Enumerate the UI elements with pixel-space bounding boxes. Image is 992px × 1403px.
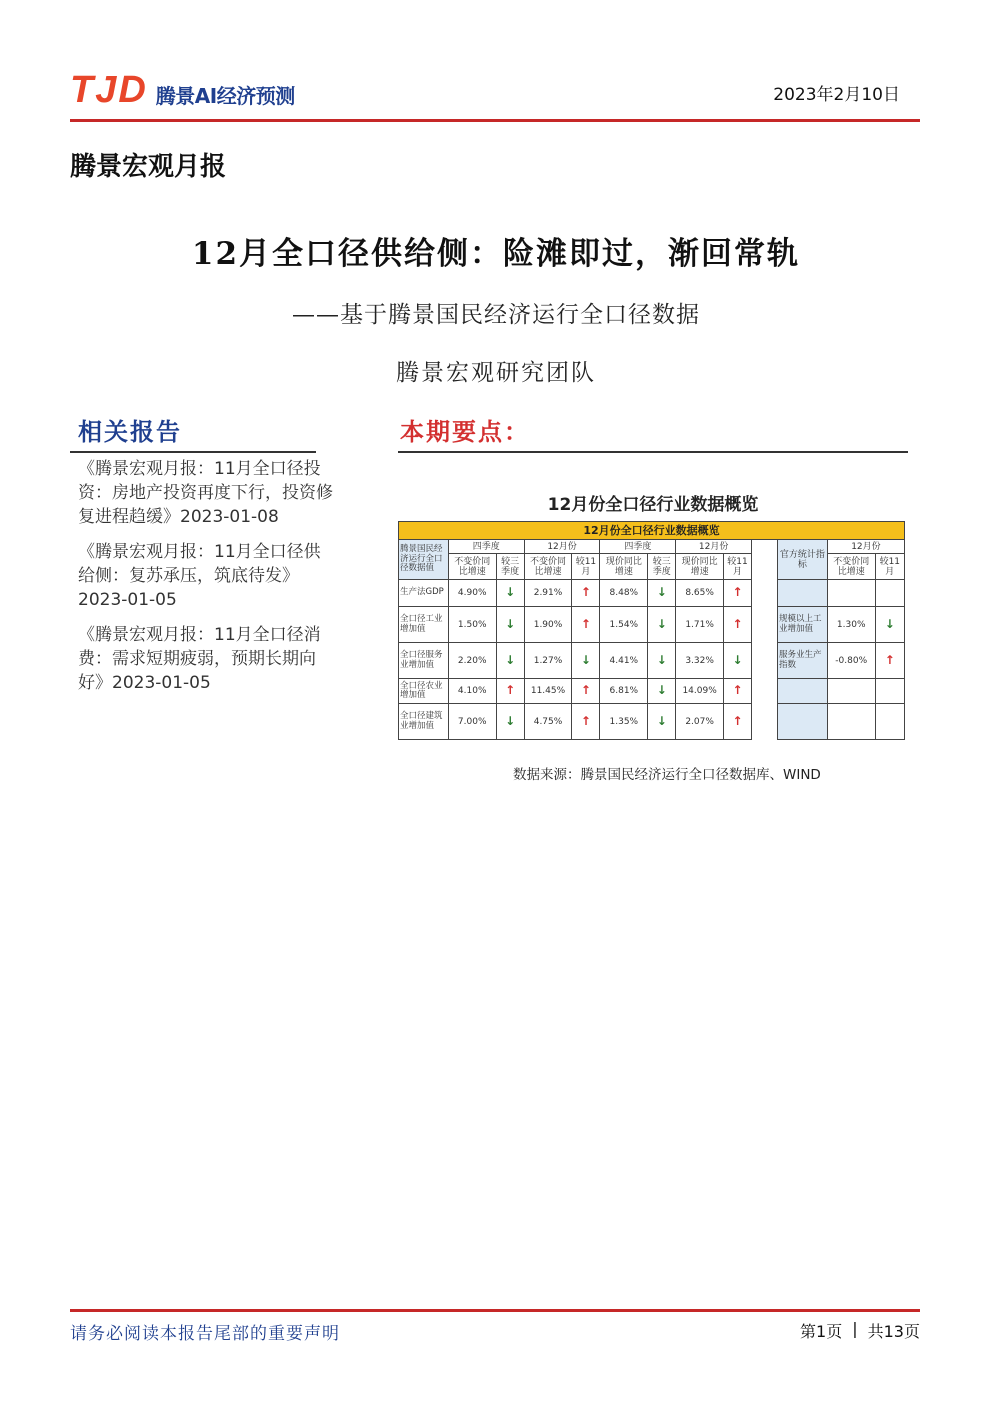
- official-empty-cell: [827, 704, 875, 740]
- arrow-down-icon: ↓: [505, 616, 516, 631]
- trend-arrow-icon: [724, 643, 752, 679]
- value-cell: 8.65%: [676, 580, 724, 607]
- key-points-divider: [398, 451, 908, 453]
- trend-arrow-icon: [496, 679, 524, 704]
- key-points-heading: 本期要点：: [400, 417, 530, 446]
- trend-arrow-icon: [572, 643, 600, 679]
- arrow-up-icon: ↑: [505, 683, 516, 697]
- trend-arrow-icon: [572, 704, 600, 740]
- report-author: 腾景宏观研究团队: [396, 360, 596, 386]
- group-header: 四季度: [448, 540, 524, 554]
- logo-text: 腾景AI经济预测: [155, 84, 295, 108]
- related-report-item[interactable]: 《腾景宏观月报：11月全口径消费：需求短期疲弱，预期长期向好》2023-01-05: [78, 625, 321, 693]
- report-subtitle: ——基于腾景国民经济运行全口径数据: [292, 302, 700, 328]
- trend-arrow-icon: [648, 607, 676, 643]
- table-caption: 12月份全口径行业数据概览: [547, 495, 759, 515]
- page-current: 第1页: [800, 1322, 843, 1341]
- trend-arrow-icon: [572, 607, 600, 643]
- official-empty-cell: [827, 580, 875, 607]
- sub-header: 不变价同比增速: [448, 554, 496, 580]
- arrow-up-icon: ↑: [580, 683, 591, 697]
- trend-arrow-icon: [572, 679, 600, 704]
- page-total: 共13页: [867, 1322, 920, 1341]
- official-empty-cell: [777, 704, 827, 740]
- group-header: 12月份: [524, 540, 600, 554]
- value-cell: 1.71%: [676, 607, 724, 643]
- arrow-down-icon: ↓: [656, 585, 667, 599]
- value-cell: 14.09%: [676, 679, 724, 704]
- page-separator: |: [852, 1319, 858, 1338]
- trend-arrow-icon: [724, 704, 752, 740]
- header-divider: [70, 119, 920, 122]
- trend-arrow-icon: [875, 607, 904, 643]
- sub-header: 不变价同比增速: [827, 554, 875, 580]
- trend-arrow-icon: [648, 704, 676, 740]
- arrow-up-icon: ↑: [732, 616, 743, 631]
- value-cell: 1.35%: [600, 704, 648, 740]
- trend-arrow-icon: [724, 607, 752, 643]
- table-gap: [752, 540, 778, 740]
- related-report-item[interactable]: 《腾景宏观月报：11月全口径投资：房地产投资再度下行，投资修复进程趋缓》2023-01-08: [78, 459, 333, 527]
- sub-header: 现价同比增速: [600, 554, 648, 580]
- trend-arrow-icon: [496, 643, 524, 679]
- table-row: [399, 643, 905, 679]
- official-value-cell: 1.30%: [827, 607, 875, 643]
- arrow-down-icon: ↓: [656, 652, 667, 667]
- trend-arrow-icon: [496, 704, 524, 740]
- official-empty-cell: [875, 580, 904, 607]
- arrow-up-icon: ↑: [732, 713, 743, 728]
- official-row-label: 规模以上工业增加值: [777, 607, 827, 643]
- arrow-down-icon: ↓: [656, 713, 667, 728]
- arrow-down-icon: ↓: [505, 652, 516, 667]
- related-divider: [70, 451, 316, 453]
- value-cell: 4.10%: [448, 679, 496, 704]
- report-title: 12月全口径供给侧：险滩即过，渐回常轨: [191, 236, 801, 272]
- official-header-cell: 官方统计指标: [777, 540, 827, 580]
- group-header: 12月份: [827, 540, 904, 554]
- value-cell: 6.81%: [600, 679, 648, 704]
- sub-header: 较11月: [572, 554, 600, 580]
- official-row-label: 服务业生产指数: [777, 643, 827, 679]
- arrow-down-icon: ↓: [505, 585, 516, 599]
- value-cell: 2.07%: [676, 704, 724, 740]
- value-cell: 1.54%: [600, 607, 648, 643]
- arrow-down-icon: ↓: [656, 683, 667, 697]
- trend-arrow-icon: [496, 580, 524, 607]
- arrow-up-icon: ↑: [732, 585, 743, 599]
- sub-header: 较11月: [875, 554, 904, 580]
- row-label: 全口径农业增加值: [399, 679, 449, 704]
- official-empty-cell: [875, 679, 904, 704]
- value-cell: 4.90%: [448, 580, 496, 607]
- arrow-down-icon: ↓: [580, 652, 591, 667]
- table-row: [399, 580, 905, 607]
- report-date: 2023年2月10日: [773, 85, 900, 105]
- official-empty-cell: [777, 580, 827, 607]
- arrow-up-icon: ↑: [884, 652, 895, 667]
- value-cell: 3.32%: [676, 643, 724, 679]
- sub-header: 较11月: [724, 554, 752, 580]
- arrow-up-icon: ↑: [732, 683, 743, 697]
- value-cell: 1.90%: [524, 607, 572, 643]
- group-header: 12月份: [676, 540, 752, 554]
- related-reports-list: [78, 457, 333, 706]
- trend-arrow-icon: [875, 643, 904, 679]
- value-cell: 11.45%: [524, 679, 572, 704]
- sub-header: 现价同比增速: [676, 554, 724, 580]
- trend-arrow-icon: [724, 679, 752, 704]
- trend-arrow-icon: [496, 607, 524, 643]
- disclaimer[interactable]: 请务必阅读本报告尾部的重要声明: [70, 1324, 340, 1344]
- arrow-up-icon: ↑: [580, 616, 591, 631]
- table-row: [399, 704, 905, 740]
- sub-header: 不变价同比增速: [524, 554, 572, 580]
- value-cell: 7.00%: [448, 704, 496, 740]
- official-value-cell: -0.80%: [827, 643, 875, 679]
- arrow-down-icon: ↓: [732, 652, 743, 667]
- logo-mark: TJD: [70, 68, 148, 111]
- overview-table-container: [398, 521, 905, 756]
- table-row: [399, 607, 905, 643]
- official-empty-cell: [875, 704, 904, 740]
- trend-arrow-icon: [724, 580, 752, 607]
- arrow-down-icon: ↓: [505, 713, 516, 728]
- data-source-note: 数据来源：腾景国民经济运行全口径数据库、WIND: [513, 767, 821, 783]
- arrow-down-icon: ↓: [656, 616, 667, 631]
- value-cell: 4.75%: [524, 704, 572, 740]
- row-label: 全口径服务业增加值: [399, 643, 449, 679]
- value-cell: 2.91%: [524, 580, 572, 607]
- arrow-down-icon: ↓: [884, 616, 895, 631]
- trend-arrow-icon: [648, 643, 676, 679]
- table-banner: 12月份全口径行业数据概览: [399, 522, 905, 540]
- series-name: 腾景宏观月报: [70, 152, 227, 182]
- footer-divider: [70, 1309, 920, 1312]
- sub-header: 较三季度: [496, 554, 524, 580]
- table-row: [399, 679, 905, 704]
- arrow-up-icon: ↑: [580, 585, 591, 599]
- value-cell: 2.20%: [448, 643, 496, 679]
- official-empty-cell: [777, 679, 827, 704]
- row-label: 全口径建筑业增加值: [399, 704, 449, 740]
- value-cell: 1.27%: [524, 643, 572, 679]
- row-label: 全口径工业增加值: [399, 607, 449, 643]
- logo: [70, 70, 295, 109]
- row-header-cell: 腾景国民经济运行全口径数据值: [399, 540, 449, 580]
- sub-header: 较三季度: [648, 554, 676, 580]
- related-report-item[interactable]: 《腾景宏观月报：11月全口径供给侧：复苏承压，筑底待发》2023-01-05: [78, 542, 321, 610]
- related-reports-heading: 相关报告: [78, 417, 182, 446]
- group-header: 四季度: [600, 540, 676, 554]
- value-cell: 1.50%: [448, 607, 496, 643]
- value-cell: 8.48%: [600, 580, 648, 607]
- trend-arrow-icon: [648, 679, 676, 704]
- row-label: 生产法GDP: [399, 580, 449, 607]
- trend-arrow-icon: [648, 580, 676, 607]
- official-empty-cell: [827, 679, 875, 704]
- overview-table: [398, 521, 905, 740]
- trend-arrow-icon: [572, 580, 600, 607]
- page-indicator: [800, 1319, 920, 1342]
- arrow-up-icon: ↑: [580, 713, 591, 728]
- value-cell: 4.41%: [600, 643, 648, 679]
